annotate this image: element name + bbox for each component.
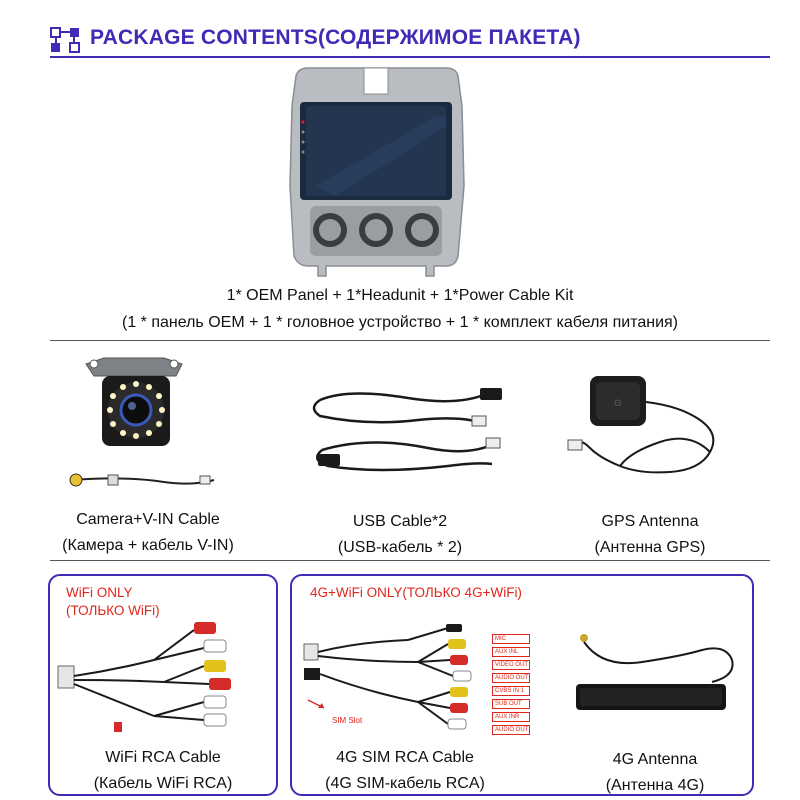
wifi-rca-caption-line1: WiFi RCA Cable xyxy=(105,749,221,766)
connector-tag: AUX INR xyxy=(492,712,530,722)
lte-rca-caption-line2: (4G SIM-кабель RCA) xyxy=(325,775,485,792)
main-item-line1: 1* OEM Panel + 1*Headunit + 1*Power Cable Kit xyxy=(226,287,574,304)
gps-caption-line2: (Антенна GPS) xyxy=(594,539,706,556)
main-item-caption xyxy=(0,284,800,335)
svg-text:⊙: ⊙ xyxy=(613,398,623,409)
camera-caption xyxy=(28,508,268,558)
sim-slot-label: SIM Slot xyxy=(332,716,363,725)
lte-rca-caption xyxy=(300,746,510,796)
connector-tag-list xyxy=(492,634,530,738)
lte-rca-caption-line1: 4G SIM RCA Cable xyxy=(336,749,474,766)
wifi-only-label xyxy=(66,584,160,620)
gps-antenna-illustration xyxy=(560,372,730,492)
wifi-only-label-line1: WiFi ONLY xyxy=(66,585,133,600)
usb-cable-illustration xyxy=(308,380,508,480)
connector-tag: VIDEO OUT xyxy=(492,660,530,670)
divider-top xyxy=(50,340,770,341)
lte-antenna-caption xyxy=(560,748,750,798)
lte-rca-cable-illustration xyxy=(298,622,498,740)
connector-tag: MIC xyxy=(492,634,530,644)
page-header xyxy=(50,22,770,58)
usb-caption xyxy=(290,510,510,560)
wifi-rca-caption xyxy=(48,746,278,796)
lte-wifi-label: 4G+WiFi ONLY(ТОЛЬКО 4G+WiFi) xyxy=(310,585,522,600)
camera-caption-line1: Camera+V-IN Cable xyxy=(76,511,220,528)
divider-middle xyxy=(50,560,770,561)
connector-tag: AUX INL xyxy=(492,647,530,657)
gps-caption-line1: GPS Antenna xyxy=(601,513,699,530)
lte-antenna-illustration xyxy=(562,628,746,724)
usb-caption-line1: USB Cable*2 xyxy=(352,513,448,530)
gps-caption xyxy=(540,510,760,560)
page-title: PACKAGE CONTENTS(СОДЕРЖИМОЕ ПАКЕТА) xyxy=(90,26,581,49)
main-item-line2: (1 * панель OEM + 1 * головное устройство + 1 * комплект кабеля питания) xyxy=(121,314,678,331)
usb-caption-line2: (USB-кабель * 2) xyxy=(337,539,463,556)
header-underline xyxy=(50,56,770,58)
connector-tag: AUDIO OUT xyxy=(492,673,530,683)
camera-caption-line2: (Камера + кабель V-IN) xyxy=(62,537,234,554)
camera-illustration xyxy=(64,350,234,500)
connector-tag: AUDIO OUT xyxy=(492,725,530,735)
lte-antenna-caption-line1: 4G Antenna xyxy=(612,751,698,768)
wifi-only-label-line2: (ТОЛЬКО WiFi) xyxy=(66,603,160,618)
wifi-rca-caption-line2: (Кабель WiFi RCA) xyxy=(93,775,233,792)
lte-antenna-caption-line2: (Антенна 4G) xyxy=(605,777,705,794)
connector-tag: SUB OUT xyxy=(492,699,530,709)
wifi-rca-cable-illustration xyxy=(54,620,274,736)
headunit-panel-illustration xyxy=(286,66,466,280)
connector-tag: CVBS IN 1 xyxy=(492,686,530,696)
modules-icon xyxy=(50,26,82,54)
